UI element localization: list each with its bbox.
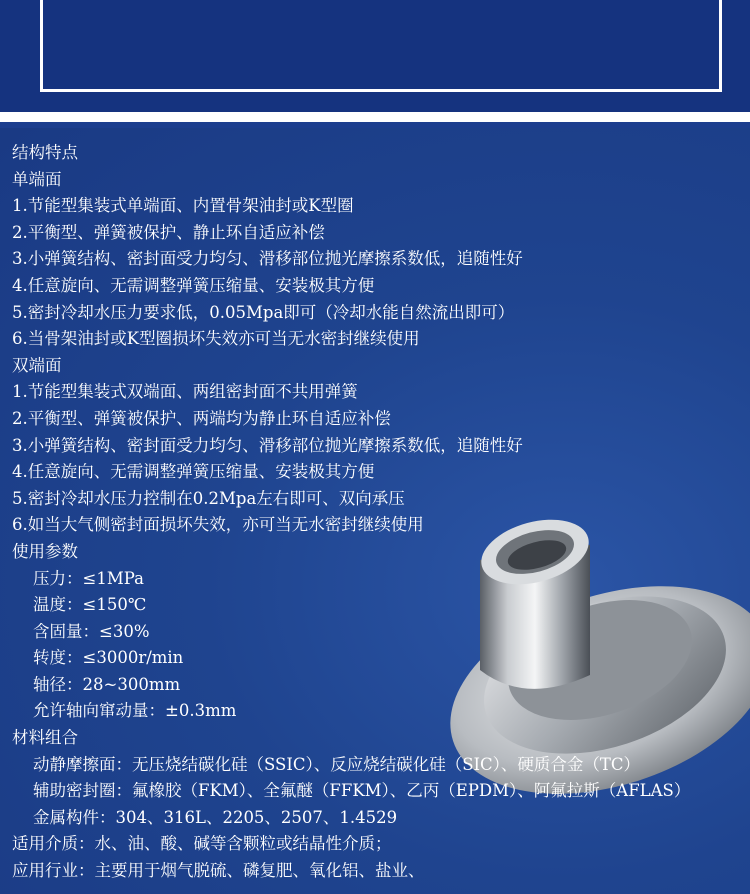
feature-line: 2.平衡型、弹簧被保护、两端均为静止环自适应补偿 bbox=[12, 408, 391, 428]
feature-line: 5.密封冷却水压力要求低，0.05Mpa即可（冷却水能自然流出即可） bbox=[12, 302, 515, 322]
feature-line: 6.当骨架油封或K型圈损坏失效亦可当无水密封继续使用 bbox=[12, 329, 420, 349]
material-faces: 动静摩擦面：无压烧结碳化硅（SSIC）、反应烧结碳化硅（SIC）、硬质合金（TC） bbox=[33, 754, 641, 774]
subheading-double-face: 双端面 bbox=[12, 355, 62, 375]
feature-line: 4.任意旋向、无需调整弹簧压缩量、安装极其方便 bbox=[12, 462, 375, 482]
feature-line: 3.小弹簧结构、密封面受力均匀、滑移部位抛光摩擦系数低，追随性好 bbox=[12, 435, 523, 455]
feature-line: 5.密封冷却水压力控制在0.2Mpa左右即可、双向承压 bbox=[12, 488, 405, 508]
applicable-media: 适用介质：水、油、酸、碱等含颗粒或结晶性介质； bbox=[12, 834, 392, 854]
parameter-temperature: 温度：≤150℃ bbox=[33, 595, 147, 615]
feature-line: 1.节能型集装式单端面、内置骨架油封或K型圈 bbox=[12, 196, 354, 216]
parameter-axial-movement: 允许轴向窜动量：±0.3mm bbox=[33, 701, 237, 721]
feature-line: 6.如当大气侧密封面损坏失效，亦可当无水密封继续使用 bbox=[12, 515, 424, 535]
parameter-solids: 含固量：≤30% bbox=[33, 621, 150, 641]
spec-text-block bbox=[12, 140, 748, 885]
section-heading-features: 结构特点 bbox=[12, 143, 78, 162]
header-banner bbox=[0, 0, 750, 112]
section-heading-materials: 材料组合 bbox=[12, 728, 78, 748]
section-heading-parameters: 使用参数 bbox=[12, 541, 78, 561]
parameter-shaft-diameter: 轴径：28~300mm bbox=[33, 674, 181, 694]
material-auxiliary-seals: 辅助密封圈：氟橡胶（FKM）、全氟醚（FFKM）、乙丙（EPDM）、阿氟拉斯（AFLAS） bbox=[33, 781, 691, 801]
material-metal-parts: 金属构件：304、316L、2205、2507、1.4529 bbox=[33, 807, 398, 827]
divider-stripe bbox=[0, 112, 750, 122]
subheading-single-face: 单端面 bbox=[12, 169, 62, 189]
application-industries: 应用行业：主要用于烟气脱硫、磷复肥、氧化铝、盐业、 bbox=[12, 861, 425, 881]
feature-line: 3.小弹簧结构、密封面受力均匀、滑移部位抛光摩擦系数低，追随性好 bbox=[12, 249, 523, 269]
parameter-pressure: 压力：≤1MPa bbox=[33, 568, 144, 588]
feature-line: 1.节能型集装式双端面、两组密封面不共用弹簧 bbox=[12, 382, 358, 402]
feature-line: 4.任意旋向、无需调整弹簧压缩量、安装极其方便 bbox=[12, 275, 375, 295]
parameter-speed: 转度：≤3000r/min bbox=[33, 648, 184, 668]
feature-line: 2.平衡型、弹簧被保护、静止环自适应补偿 bbox=[12, 222, 325, 242]
header-frame bbox=[40, 0, 722, 92]
